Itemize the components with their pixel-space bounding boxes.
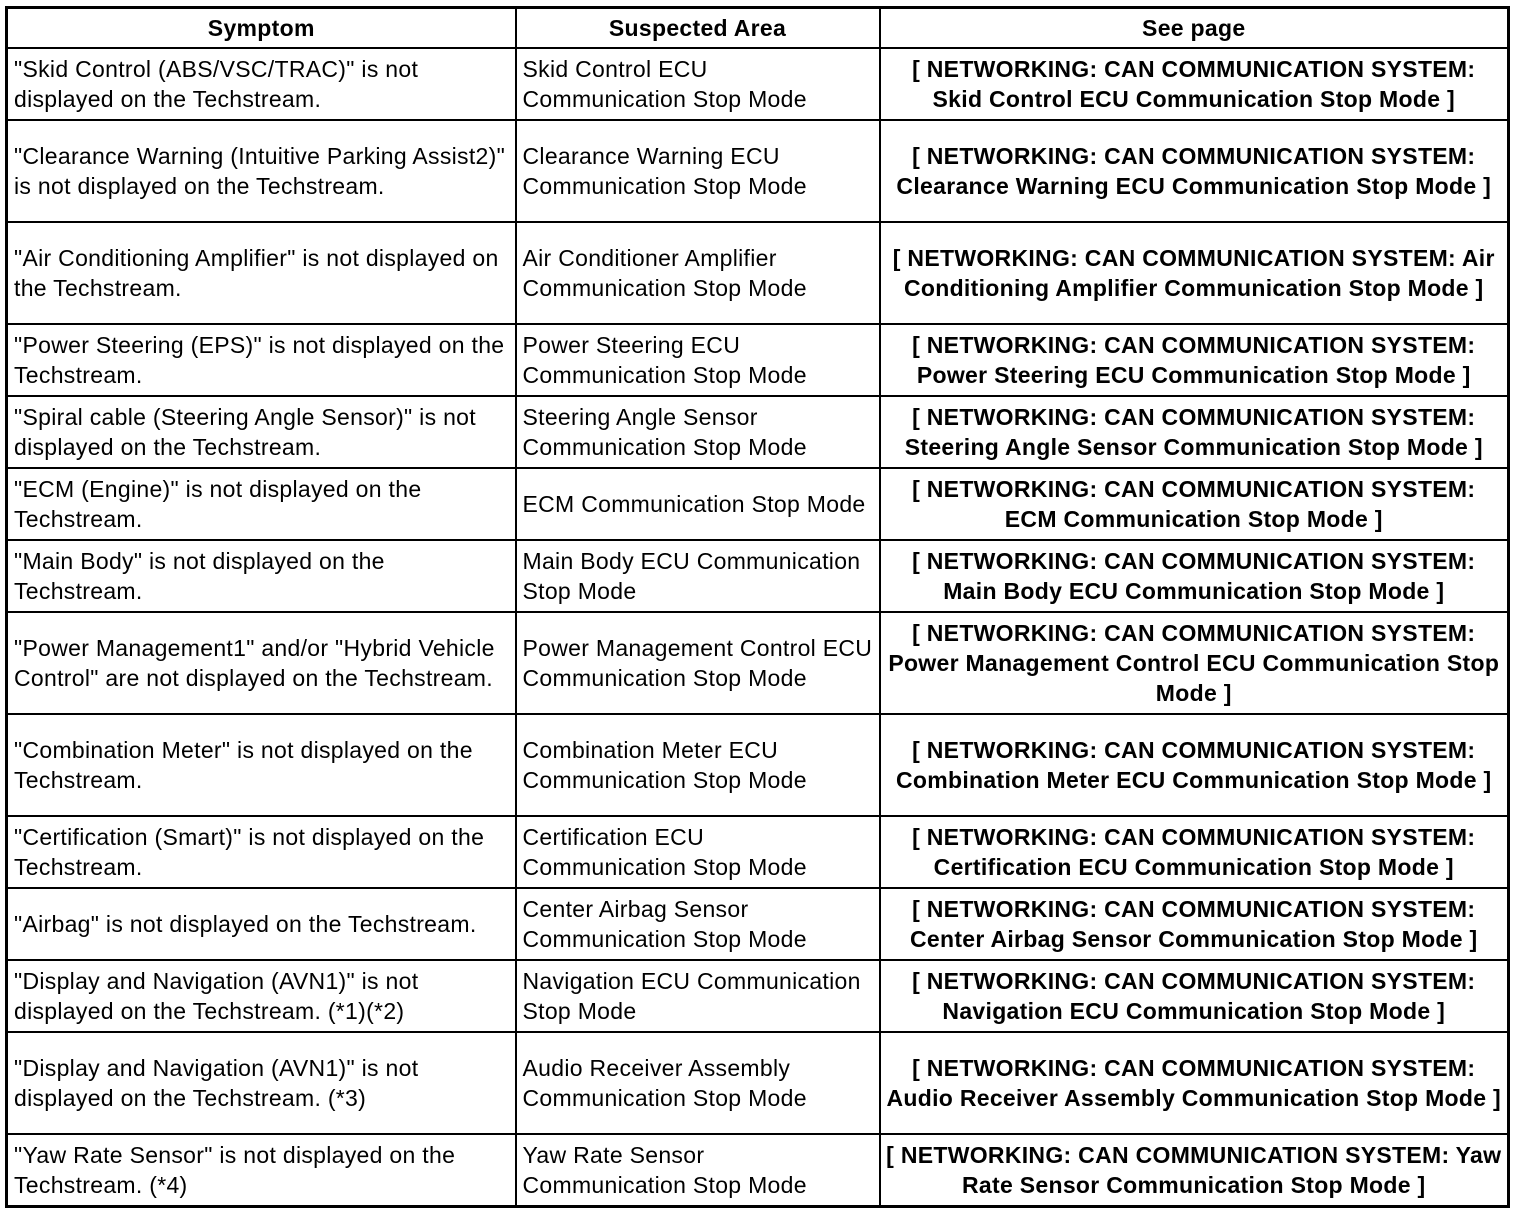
table-row <box>7 1134 1509 1206</box>
table-row <box>7 468 1509 540</box>
see-page-link[interactable]: [ NETWORKING: CAN COMMUNICATION SYSTEM: Yaw Rate Sensor Communication Stop Mode ] <box>880 1134 1509 1206</box>
see-page-link[interactable]: [ NETWORKING: CAN COMMUNICATION SYSTEM: Clearance Warning ECU Communication Stop Mode ] <box>880 120 1509 222</box>
symptom-cell: "Certification (Smart)" is not displayed on the Techstream. <box>7 816 516 888</box>
table-row <box>7 540 1509 612</box>
see-page-link[interactable]: [ NETWORKING: CAN COMMUNICATION SYSTEM: Audio Receiver Assembly Communication Stop Mode ] <box>880 1032 1509 1134</box>
suspected-area-cell: Main Body ECU Communication Stop Mode <box>516 540 880 612</box>
table-row <box>7 714 1509 816</box>
symptom-cell: "Display and Navigation (AVN1)" is not displayed on the Techstream. (*1)(*2) <box>7 960 516 1032</box>
see-page-link[interactable]: [ NETWORKING: CAN COMMUNICATION SYSTEM: Navigation ECU Communication Stop Mode ] <box>880 960 1509 1032</box>
suspected-area-cell: ECM Communication Stop Mode <box>516 468 880 540</box>
see-page-link[interactable]: [ NETWORKING: CAN COMMUNICATION SYSTEM: Power Steering ECU Communication Stop Mode ] <box>880 324 1509 396</box>
see-page-link[interactable]: [ NETWORKING: CAN COMMUNICATION SYSTEM: Steering Angle Sensor Communication Stop Mode ] <box>880 396 1509 468</box>
table-row <box>7 120 1509 222</box>
symptom-cell: "Combination Meter" is not displayed on the Techstream. <box>7 714 516 816</box>
see-page-link[interactable]: [ NETWORKING: CAN COMMUNICATION SYSTEM: ECM Communication Stop Mode ] <box>880 468 1509 540</box>
symptom-cell: "Main Body" is not displayed on the Techstream. <box>7 540 516 612</box>
suspected-area-cell: Steering Angle Sensor Communication Stop Mode <box>516 396 880 468</box>
table-row <box>7 960 1509 1032</box>
suspected-area-cell: Audio Receiver Assembly Communication Stop Mode <box>516 1032 880 1134</box>
table-row <box>7 222 1509 324</box>
symptom-cell: "Spiral cable (Steering Angle Sensor)" is not displayed on the Techstream. <box>7 396 516 468</box>
suspected-area-cell: Navigation ECU Communication Stop Mode <box>516 960 880 1032</box>
suspected-area-cell: Air Conditioner Amplifier Communication Stop Mode <box>516 222 880 324</box>
table-row <box>7 324 1509 396</box>
suspected-area-cell: Certification ECU Communication Stop Mode <box>516 816 880 888</box>
header-suspected-area: Suspected Area <box>516 8 880 49</box>
symptom-table <box>5 6 1510 1208</box>
symptom-cell: "Clearance Warning (Intuitive Parking Assist2)" is not displayed on the Techstream. <box>7 120 516 222</box>
symptom-cell: "Power Management1" and/or "Hybrid Vehicle Control" are not displayed on the Techstream. <box>7 612 516 714</box>
table-row <box>7 816 1509 888</box>
see-page-link[interactable]: [ NETWORKING: CAN COMMUNICATION SYSTEM: Skid Control ECU Communication Stop Mode ] <box>880 48 1509 120</box>
suspected-area-cell: Skid Control ECU Communication Stop Mode <box>516 48 880 120</box>
header-symptom: Symptom <box>7 8 516 49</box>
symptom-cell: "Skid Control (ABS/VSC/TRAC)" is not displayed on the Techstream. <box>7 48 516 120</box>
see-page-link[interactable]: [ NETWORKING: CAN COMMUNICATION SYSTEM: Center Airbag Sensor Communication Stop Mode ] <box>880 888 1509 960</box>
suspected-area-cell: Clearance Warning ECU Communication Stop Mode <box>516 120 880 222</box>
table-row <box>7 396 1509 468</box>
see-page-link[interactable]: [ NETWORKING: CAN COMMUNICATION SYSTEM: Combination Meter ECU Communication Stop Mode ] <box>880 714 1509 816</box>
header-see-page: See page <box>880 8 1509 49</box>
table-row <box>7 1032 1509 1134</box>
suspected-area-cell: Yaw Rate Sensor Communication Stop Mode <box>516 1134 880 1206</box>
see-page-link[interactable]: [ NETWORKING: CAN COMMUNICATION SYSTEM: Power Management Control ECU Communication Stop Mode ] <box>880 612 1509 714</box>
see-page-link[interactable]: [ NETWORKING: CAN COMMUNICATION SYSTEM: Certification ECU Communication Stop Mode ] <box>880 816 1509 888</box>
see-page-link[interactable]: [ NETWORKING: CAN COMMUNICATION SYSTEM: Air Conditioning Amplifier Communication Stop Mode ] <box>880 222 1509 324</box>
symptom-cell: "Display and Navigation (AVN1)" is not displayed on the Techstream. (*3) <box>7 1032 516 1134</box>
symptom-cell: "ECM (Engine)" is not displayed on the Techstream. <box>7 468 516 540</box>
symptom-cell: "Yaw Rate Sensor" is not displayed on the Techstream. (*4) <box>7 1134 516 1206</box>
table-row <box>7 888 1509 960</box>
symptom-cell: "Air Conditioning Amplifier" is not displayed on the Techstream. <box>7 222 516 324</box>
suspected-area-cell: Combination Meter ECU Communication Stop Mode <box>516 714 880 816</box>
suspected-area-cell: Center Airbag Sensor Communication Stop Mode <box>516 888 880 960</box>
suspected-area-cell: Power Steering ECU Communication Stop Mode <box>516 324 880 396</box>
suspected-area-cell: Power Management Control ECU Communication Stop Mode <box>516 612 880 714</box>
table-row <box>7 48 1509 120</box>
symptom-table-container <box>5 6 1507 1208</box>
see-page-link[interactable]: [ NETWORKING: CAN COMMUNICATION SYSTEM: Main Body ECU Communication Stop Mode ] <box>880 540 1509 612</box>
table-header-row <box>7 8 1509 49</box>
symptom-cell: "Power Steering (EPS)" is not displayed on the Techstream. <box>7 324 516 396</box>
symptom-cell: "Airbag" is not displayed on the Techstream. <box>7 888 516 960</box>
table-row <box>7 612 1509 714</box>
